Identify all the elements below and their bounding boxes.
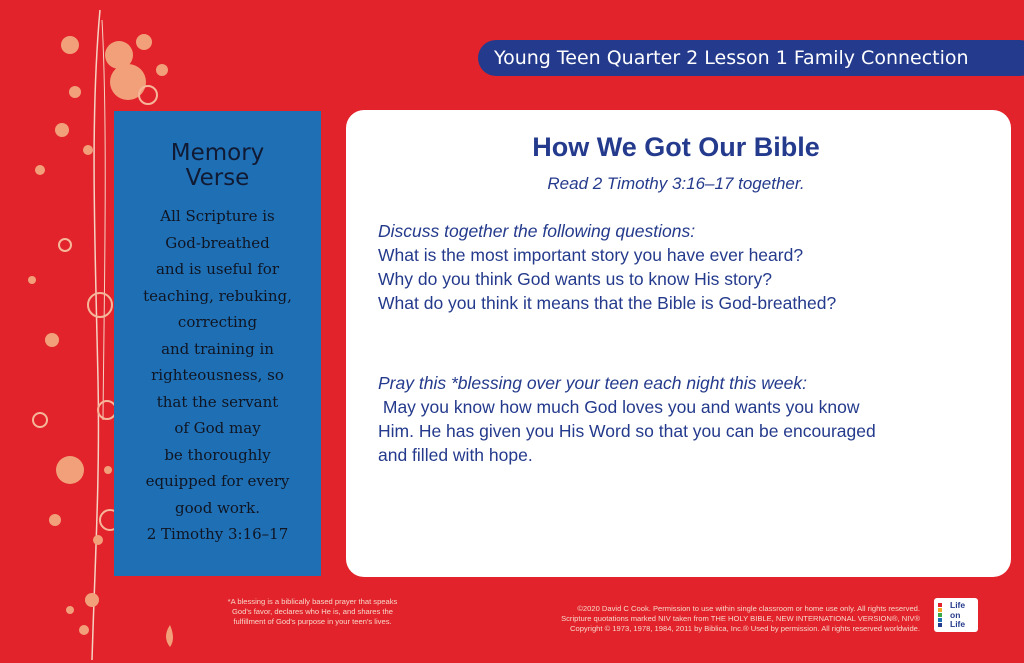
verse-line: righteousness, so [151,366,284,384]
verse-line: teaching, rebuking, [143,286,292,305]
memory-verse-title [114,141,321,191]
discussion-heading: Discuss together the following questions: [378,221,696,241]
card-title: How We Got Our Bible [532,132,820,162]
reading-instruction: Read 2 Timothy 3:16–17 together. [547,174,805,193]
footnote-line: *A blessing is a biblically based prayer that speaks [227,597,398,606]
blessing-line: and filled with hope. [378,445,533,465]
blessing-section [378,371,876,467]
verse-line: God-breathed [165,233,270,252]
discussion-question: Why do you think God wants us to know His story? [378,269,772,289]
blessing-line: May you know how much God loves you and wants you know [378,397,860,417]
logo-text [950,601,965,630]
page-title: Young Teen Quarter 2 Lesson 1 Family Connection [494,47,969,69]
logo-line: on [950,609,961,620]
logo-stripe [938,608,942,612]
verse-line: that the servant [156,392,279,411]
blessing-heading: Pray this *blessing over your teen each night this week: [378,373,807,393]
memory-verse-title-line: Verse [185,165,250,191]
life-on-life-logo [934,598,978,632]
verse-line: All Scripture is [160,207,275,225]
logo-stripe [938,613,942,617]
verse-reference: 2 Timothy 3:16–17 [146,525,289,543]
verse-line: be thoroughly [164,445,271,464]
verse-line: good work. [175,498,260,517]
memory-verse-title-line: Memory [170,140,265,166]
logo-stripe [938,623,942,627]
discussion-question: What do you think it means that the Bible is God-breathed? [378,293,837,313]
verse-line: correcting [177,313,258,331]
logo-line: Life [950,619,966,629]
memory-verse-panel [114,111,321,576]
logo-stripe [938,618,942,622]
verse-line: and is useful for [155,260,279,278]
verse-line: equipped for every [145,472,290,490]
blessing-line: Him. He has given you His Word so that you can be encouraged [378,421,876,441]
copyright-notice [452,604,920,634]
verse-line: of God may [174,419,261,437]
logo-stripes-icon [938,603,948,627]
discussion-question: What is the most important story you have ever heard? [378,245,804,265]
footnote-line: God's favor, declares who He is, and shares the [231,607,393,616]
memory-verse-text [114,203,321,548]
content-card [346,110,1011,577]
copyright-line: Scripture quotations marked NIV taken from THE HOLY BIBLE, NEW INTERNATIONAL VERSION®, NIV® [561,614,920,623]
discussion-section [378,219,836,315]
footnote-line: fulfillment of God's purpose in your teen's lives. [233,617,392,626]
logo-stripe [938,603,942,607]
copyright-line: Copyright © 1973, 1978, 1984, 2011 by Biblica, Inc.® Used by permission. All rights reserved worldwide. [570,624,920,633]
blessing-footnote [200,597,425,627]
logo-line: Life [950,600,966,610]
verse-line: and training in [161,339,274,358]
copyright-line: ©2020 David C Cook. Permission to use within single classroom or home use only. All rights reserved. [577,604,920,613]
